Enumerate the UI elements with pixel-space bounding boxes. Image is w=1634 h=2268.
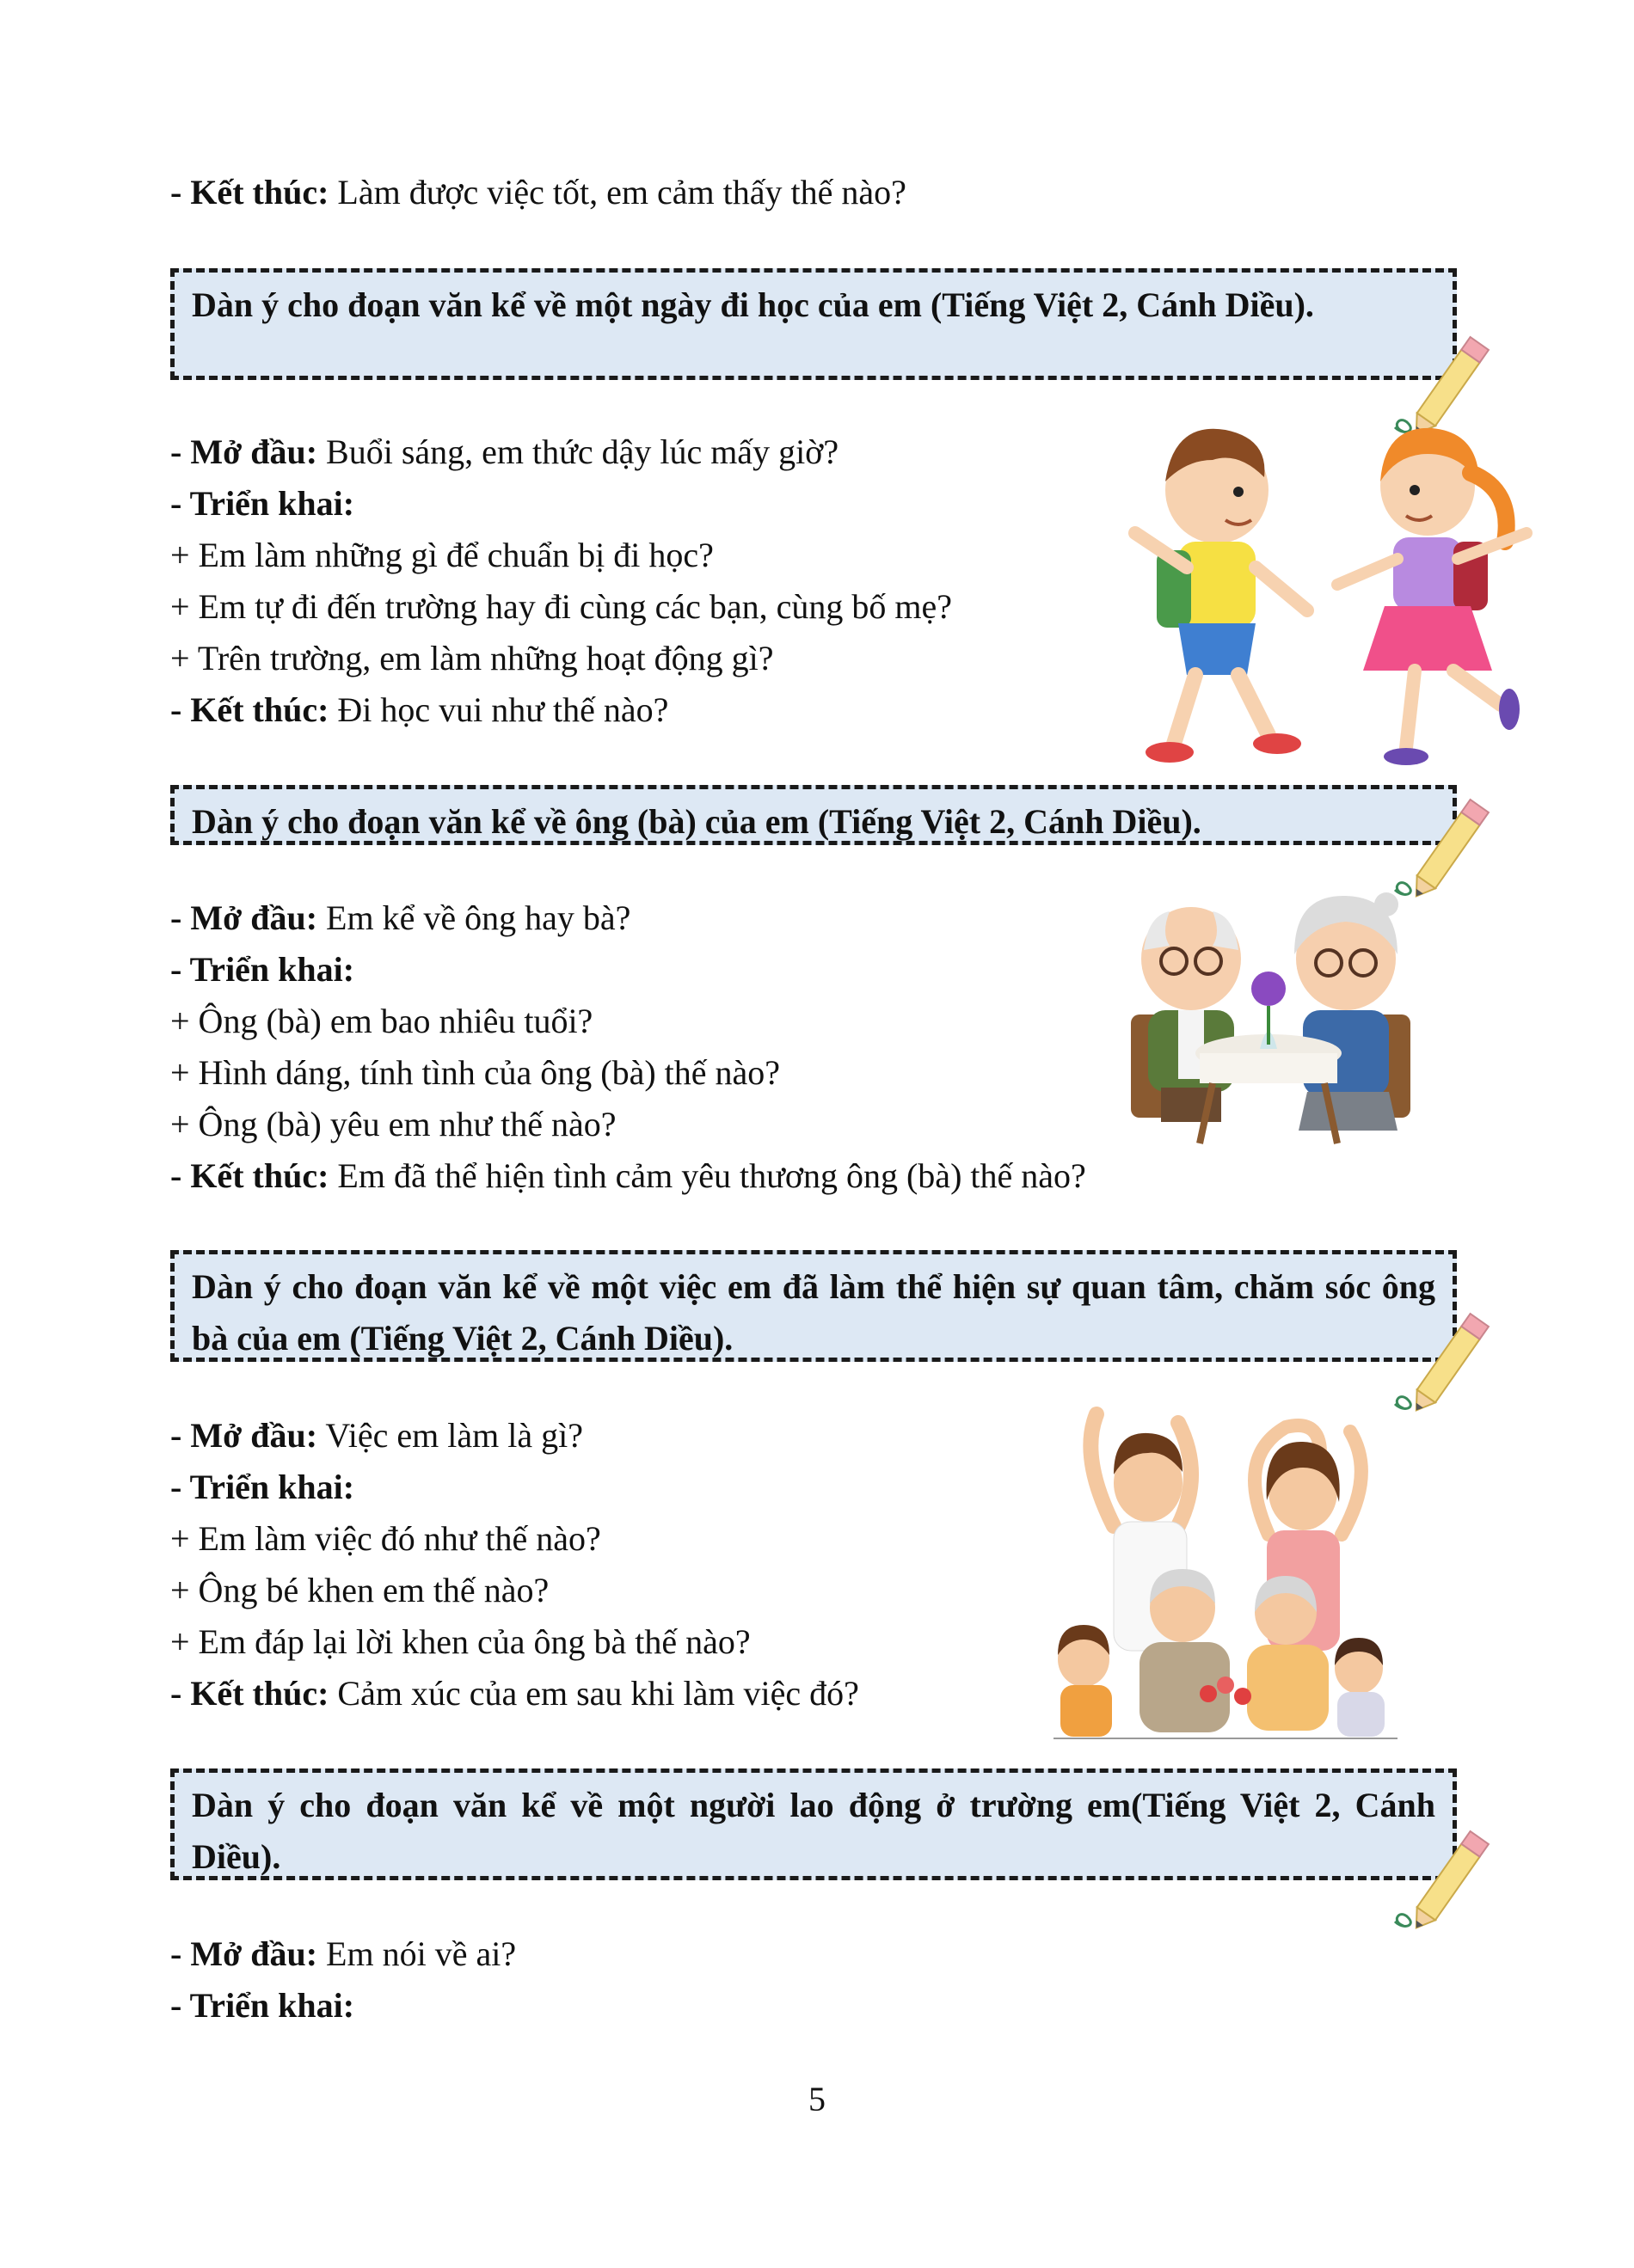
section-3-mo-dau: - Mở đầu: Việc em làm là gì? <box>170 1416 584 1455</box>
section-4-mo-dau: - Mở đầu: Em nói về ai? <box>170 1934 517 1973</box>
section-3-point: + Em đáp lại lời khen của ông bà thế nào? <box>170 1622 751 1661</box>
grandparents-table-illustration <box>1118 886 1419 1152</box>
end-text: Làm được việc tốt, em cảm thấy thế nào? <box>329 173 906 211</box>
section-2-ket-thuc: - Kết thúc: Em đã thể hiện tình cảm yêu thương ông (bà) thế nào? <box>170 1156 1086 1195</box>
section-2-point: + Hình dáng, tính tình của ông (bà) thế nào? <box>170 1053 781 1092</box>
section-3-ket-thuc: - Kết thúc: Cảm xúc của em sau khi làm việc đó? <box>170 1674 859 1713</box>
section-heading-1: Dàn ý cho đoạn văn kể về một ngày đi học của em (Tiếng Việt 2, Cánh Diều). <box>170 268 1457 380</box>
section-1-point: + Em làm những gì để chuẩn bị đi học? <box>170 536 714 574</box>
intro-end-line <box>170 167 906 218</box>
section-1-mo-dau: - Mở đầu: Buổi sáng, em thức dậy lúc mấy giờ? <box>170 432 839 471</box>
section-1-point: + Trên trường, em làm những hoạt động gì? <box>170 639 774 677</box>
section-3-point: + Em làm việc đó như thế nào? <box>170 1519 601 1558</box>
end-label: - Kết thúc: <box>170 173 329 211</box>
section-1-trien-khai: - Triển khai: <box>170 484 355 523</box>
section-2-point: + Ông (bà) yêu em như thế nào? <box>170 1105 617 1143</box>
section-3-point: + Ông bé khen em thế nào? <box>170 1571 550 1609</box>
section-2-point: + Ông (bà) em bao nhiêu tuổi? <box>170 1002 593 1040</box>
section-heading-3: Dàn ý cho đoạn văn kể về một việc em đã làm thể hiện sự quan tâm, chăm sóc ông bà của em (Tiếng Việt 2, Cánh Diều). <box>170 1250 1457 1362</box>
children-walking-illustration <box>1075 421 1565 782</box>
pencil-icon <box>1386 1814 1515 1943</box>
section-heading-4: Dàn ý cho đoạn văn kể về một người lao động ở trường em(Tiếng Việt 2, Cánh Diều). <box>170 1768 1457 1880</box>
section-3-trien-khai: - Triển khai: <box>170 1468 355 1506</box>
section-4-trien-khai: - Triển khai: <box>170 1986 355 2025</box>
section-2-mo-dau: - Mở đầu: Em kể về ông hay bà? <box>170 898 631 937</box>
section-1-point: + Em tự đi đến trường hay đi cùng các bạn, cùng bố mẹ? <box>170 587 953 626</box>
section-heading-2: Dàn ý cho đoạn văn kể về ông (bà) của em (Tiếng Việt 2, Cánh Diều). <box>170 785 1457 845</box>
section-1-ket-thuc: - Kết thúc: Đi học vui như thế nào? <box>170 690 669 729</box>
section-2-trien-khai: - Triển khai: <box>170 950 355 989</box>
page-number: 5 <box>808 2080 826 2118</box>
family-illustration <box>1036 1397 1406 1741</box>
